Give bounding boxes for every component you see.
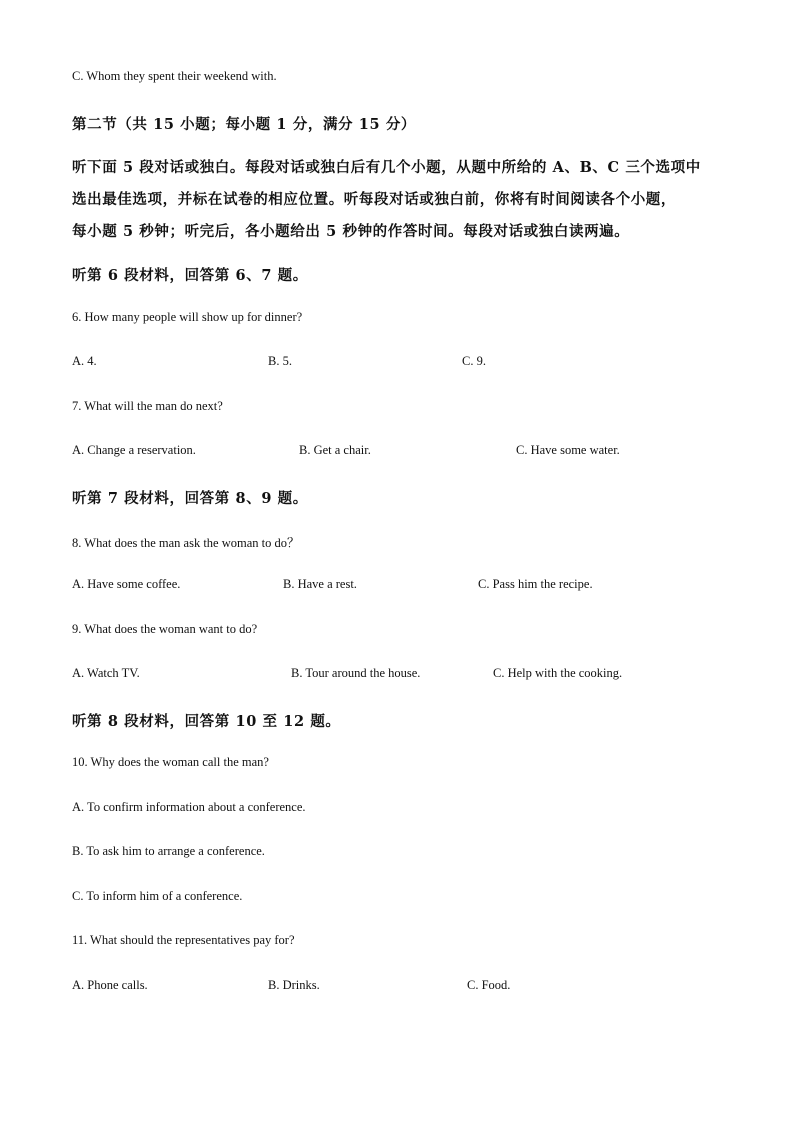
question-10-option-a: A. To confirm information about a conference. (72, 800, 306, 814)
question-8-option-b: B. Have a rest. (283, 577, 357, 591)
section2-instructions-line-3: 每小题 5 秒钟；听完后，各小题给出 5 秒钟的作答时间。每段对话或独白读两遍。 (72, 223, 630, 240)
question-11-stem: 11. What should the representatives pay for? (72, 933, 295, 947)
question-6-stem: 6. How many people will show up for dinner? (72, 310, 303, 324)
question-6-option-c: C. 9. (462, 354, 486, 368)
section2-instructions-line-1: 听下面 5 段对话或独白。每段对话或独白后有几个小题，从题中所给的 A、B、C 三个选项中 (72, 159, 701, 176)
question-10-stem: 10. Why does the woman call the man? (72, 755, 269, 769)
section2-instructions-line-2: 选出最佳选项，并标在试卷的相应位置。听每段对话或独白前，你将有时间阅读各个小题， (72, 191, 676, 208)
question-9-stem: 9. What does the woman want to do? (72, 622, 258, 636)
question-7-stem: 7. What will the man do next? (72, 399, 223, 413)
question-6-option-a: A. 4. (72, 354, 97, 368)
material7-heading: 听第 7 段材料，回答第 8、9 题。 (72, 490, 308, 507)
question-9-option-c: C. Help with the cooking. (493, 666, 623, 680)
question-7-option-c: C. Have some water. (516, 443, 620, 457)
material8-heading: 听第 8 段材料，回答第 10 至 12 题。 (72, 713, 341, 730)
question-7-option-a: A. Change a reservation. (72, 443, 196, 457)
section2-heading: 第二节（共 15 小题；每小题 1 分，满分 15 分） (72, 116, 417, 133)
question-8-option-a: A. Have some coffee. (72, 577, 181, 591)
question-9-option-b: B. Tour around the house. (291, 666, 421, 680)
question-11-option-a: A. Phone calls. (72, 978, 148, 992)
question-11-option-c: C. Food. (467, 978, 511, 992)
question-10-option-b: B. To ask him to arrange a conference. (72, 844, 265, 858)
question-8-stem: 8. What does the man ask the woman to do？ (72, 536, 300, 550)
question-11-option-b: B. Drinks. (268, 978, 320, 992)
q5-option-c: C. Whom they spent their weekend with. (72, 69, 277, 83)
question-7-option-b: B. Get a chair. (299, 443, 371, 457)
question-10-option-c: C. To inform him of a conference. (72, 889, 243, 903)
question-8-option-c: C. Pass him the recipe. (478, 577, 593, 591)
material6-heading: 听第 6 段材料，回答第 6、7 题。 (72, 267, 308, 284)
question-9-option-a: A. Watch TV. (72, 666, 140, 680)
question-6-option-b: B. 5. (268, 354, 292, 368)
